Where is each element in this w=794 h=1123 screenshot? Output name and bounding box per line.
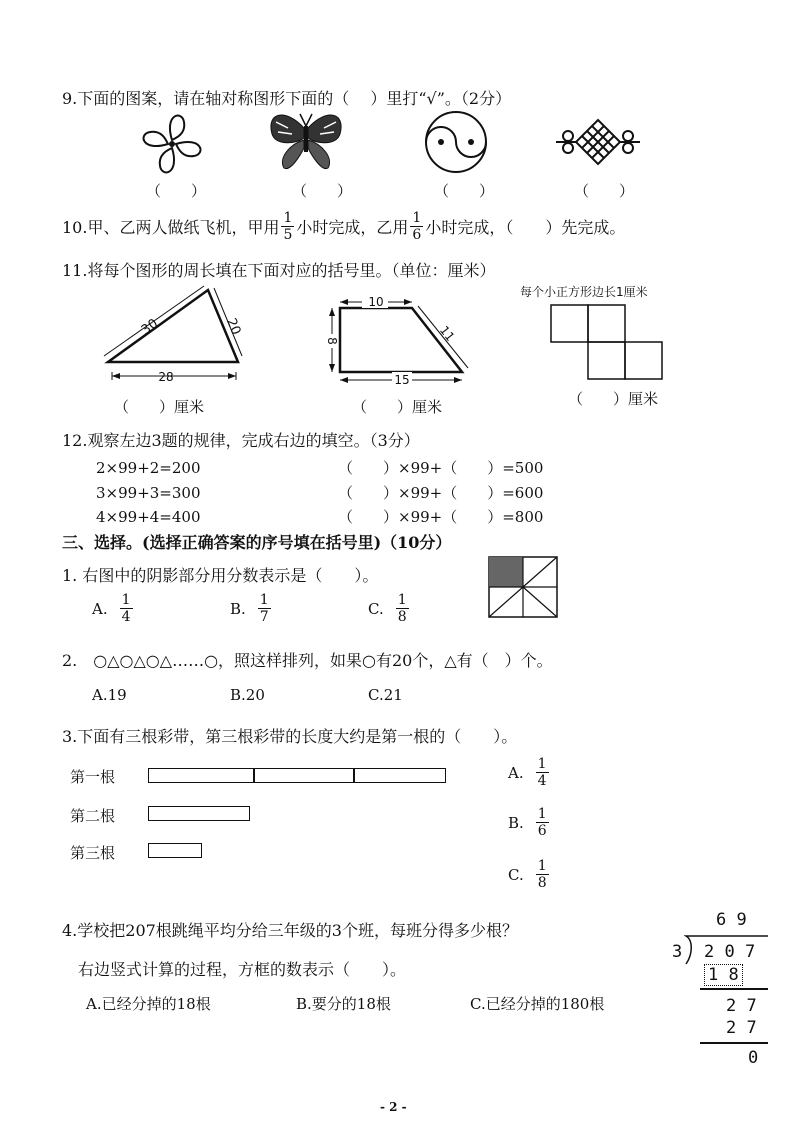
c1-option-b[interactable] bbox=[230, 592, 273, 625]
c1-b-num: 1 bbox=[259, 592, 269, 608]
trap-label-left: 8 bbox=[325, 337, 339, 345]
c3-option-a-fraction bbox=[536, 756, 549, 789]
c1-option-c-letter: C. bbox=[368, 599, 384, 618]
q9-blank-3[interactable]: （ ） bbox=[434, 182, 495, 200]
q9-figures bbox=[120, 108, 680, 178]
q10-frac2-den: 6 bbox=[412, 227, 422, 243]
yin-yang-icon bbox=[426, 112, 486, 172]
c1-option-c[interactable] bbox=[368, 592, 411, 625]
ribbon-1 bbox=[148, 768, 446, 783]
q11-triangle bbox=[96, 284, 256, 388]
c3-option-c-letter: C. bbox=[508, 865, 524, 884]
c4-text2: 右边竖式计算的过程，方框的数表示（ ）。 bbox=[78, 960, 407, 979]
chinese-knot-icon bbox=[556, 120, 640, 164]
c3-b-den: 6 bbox=[537, 823, 547, 839]
q9-blank-4[interactable]: （ ） bbox=[574, 182, 635, 200]
c1-option-c-fraction bbox=[396, 592, 409, 625]
tri-label-right: 20 bbox=[223, 316, 244, 338]
c4-option-a[interactable]: A.已经分掉的18根 bbox=[86, 995, 211, 1013]
c1-c-den: 8 bbox=[397, 609, 407, 625]
q10-fraction-2 bbox=[410, 210, 423, 243]
butterfly-icon bbox=[271, 114, 341, 169]
c2-option-c[interactable]: C.21 bbox=[368, 686, 403, 704]
trap-label-top: 10 bbox=[368, 296, 384, 309]
c4-text: 4.学校把207根跳绳平均分给三年级的3个班，每班分得多少根？ bbox=[62, 921, 518, 940]
trap-label-bottom: 15 bbox=[394, 373, 410, 387]
c2-text: 2. ○△○△○△……○，照这样排列，如果○有20个，△有（ ）个。 bbox=[62, 651, 553, 670]
q12-right-3[interactable]: （ ）×99+（ ）=800 bbox=[338, 508, 544, 526]
ribbon-3 bbox=[148, 843, 202, 858]
c1-option-b-letter: B. bbox=[230, 599, 246, 618]
c3-option-b-letter: B. bbox=[508, 813, 524, 832]
c3-a-num: 1 bbox=[537, 756, 547, 772]
c3-option-a-letter: A. bbox=[508, 763, 524, 782]
c1-option-b-fraction bbox=[258, 592, 271, 625]
q11-grid-note: 每个小正方形边长1厘米 bbox=[520, 285, 648, 299]
division-step3: 2 7 bbox=[726, 1018, 757, 1038]
q12-left-1: 2×99+2=200 bbox=[96, 459, 201, 477]
q12-text: 12.观察左边3题的规律，完成右边的填空。（3分） bbox=[62, 431, 420, 450]
c1-c-num: 1 bbox=[397, 592, 407, 608]
section3-heading: 三、选择。(选择正确答案的序号填在括号里)（10分） bbox=[62, 533, 452, 552]
q9-blank-2[interactable]: （ ） bbox=[292, 182, 353, 200]
division-divisor: 3 bbox=[672, 942, 683, 962]
c1-a-den: 4 bbox=[121, 609, 131, 625]
c1-a-num: 1 bbox=[121, 592, 131, 608]
ribbon-2 bbox=[148, 806, 250, 821]
division-boxed-number: 1 8 bbox=[704, 964, 743, 986]
c3-option-c[interactable] bbox=[508, 858, 551, 891]
c3-label-1: 第一根 bbox=[70, 768, 116, 786]
q10-part1: 10.甲、乙两人做纸飞机，甲用 bbox=[62, 218, 280, 237]
c3-label-3: 第三根 bbox=[70, 844, 116, 862]
c3-text: 3.下面有三根彩带，第三根彩带的长度大约是第一根的（ ）。 bbox=[62, 727, 518, 746]
q9-text: 9.下面的图案，请在轴对称图形下面的（ ）里打“√”。（2分） bbox=[62, 89, 512, 108]
q9-blank-1[interactable]: （ ） bbox=[146, 182, 207, 200]
division-line-1 bbox=[700, 988, 768, 990]
c4-option-b[interactable]: B.要分的18根 bbox=[296, 995, 391, 1013]
c3-c-den: 8 bbox=[537, 875, 547, 891]
tri-label-left: 30 bbox=[138, 316, 162, 339]
q12-right-1[interactable]: （ ）×99+（ ）=500 bbox=[338, 459, 544, 477]
q11-grid-shape bbox=[550, 304, 666, 382]
c1-option-a[interactable] bbox=[92, 592, 135, 625]
division-quotient: 6 9 bbox=[716, 910, 747, 930]
c1-text: 1. 右图中的阴影部分用分数表示是（ ）。 bbox=[62, 566, 379, 585]
c3-a-den: 4 bbox=[537, 773, 547, 789]
c3-option-b-fraction bbox=[536, 806, 549, 839]
q10-part3: 小时完成，（ ）先完成。 bbox=[425, 218, 626, 237]
division-step2: 2 7 bbox=[726, 996, 757, 1016]
division-dividend: 2 0 7 bbox=[704, 942, 756, 962]
page-number: - 2 - bbox=[380, 1100, 407, 1114]
q11-answer-3[interactable]: （ ）厘米 bbox=[568, 390, 659, 408]
q11-answer-2[interactable]: （ ）厘米 bbox=[352, 398, 443, 416]
c2-option-b[interactable]: B.20 bbox=[230, 686, 265, 704]
c3-option-b[interactable] bbox=[508, 806, 551, 839]
q10-frac1-den: 5 bbox=[283, 227, 293, 243]
q10-part2: 小时完成，乙用 bbox=[296, 218, 409, 237]
c3-c-num: 1 bbox=[537, 858, 547, 874]
division-remainder: 0 bbox=[748, 1048, 759, 1068]
c1-option-a-fraction bbox=[120, 592, 133, 625]
flower-icon bbox=[144, 116, 201, 173]
trap-label-right: 11 bbox=[436, 323, 458, 344]
q12-left-3: 4×99+4=400 bbox=[96, 508, 201, 526]
c3-label-2: 第二根 bbox=[70, 807, 116, 825]
q10-frac2-num: 1 bbox=[412, 210, 422, 226]
c1-square-figure bbox=[488, 556, 558, 618]
long-division bbox=[660, 906, 770, 1070]
c1-option-a-letter: A. bbox=[92, 599, 108, 618]
c1-b-den: 7 bbox=[259, 609, 269, 625]
q11-trapezoid bbox=[322, 296, 472, 388]
q10-line bbox=[62, 210, 625, 243]
q12-right-2[interactable]: （ ）×99+（ ）=600 bbox=[338, 483, 544, 502]
c2-option-a[interactable]: A.19 bbox=[92, 686, 127, 704]
tri-label-base: 28 bbox=[158, 370, 174, 384]
division-line-2 bbox=[700, 1042, 768, 1044]
q11-answer-1[interactable]: （ ）厘米 bbox=[114, 398, 205, 416]
c3-b-num: 1 bbox=[537, 806, 547, 822]
c3-option-a[interactable] bbox=[508, 756, 551, 789]
c4-option-c[interactable]: C.已经分掉的180根 bbox=[470, 995, 605, 1013]
q12-left-2: 3×99+3=300 bbox=[96, 483, 201, 502]
q12-left-column bbox=[96, 456, 201, 530]
q11-text: 11.将每个图形的周长填在下面对应的括号里。（单位：厘米） bbox=[62, 261, 496, 280]
q12-right-column bbox=[338, 456, 543, 530]
q10-frac1-num: 1 bbox=[283, 210, 293, 226]
q10-fraction-1 bbox=[281, 210, 294, 243]
c3-option-c-fraction bbox=[536, 858, 549, 891]
